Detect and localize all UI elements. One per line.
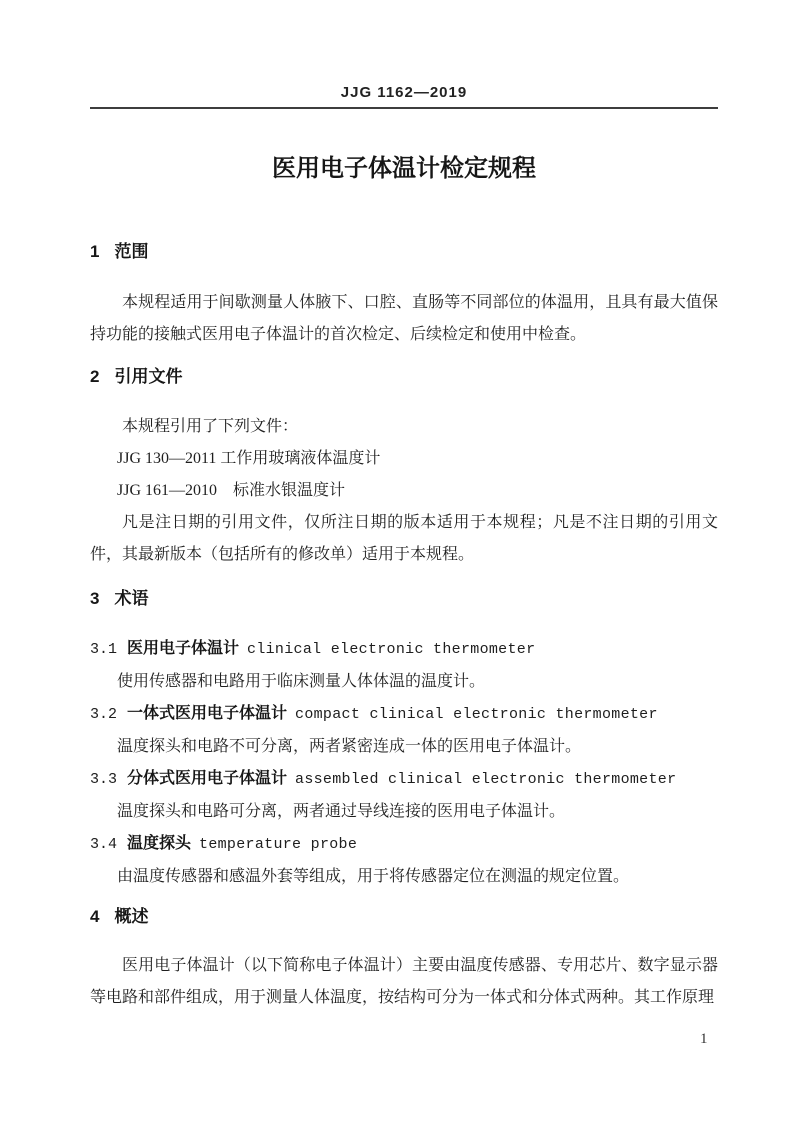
reference-line-2: JJG 161—2010 标准水银温度计	[117, 482, 346, 499]
references-note: 凡是注日期的引用文件，仅所注日期的版本适用于本规程；凡是不注日期的引用文件，其最新版本（包括所有的修改单）适用于本规程。	[90, 514, 718, 563]
section-1-heading	[90, 241, 718, 263]
references-intro: 本规程引用了下列文件：	[122, 418, 299, 435]
term-3-3-definition: 温度探头和电路可分离，两者通过导线连接的医用电子体温计。	[117, 803, 566, 820]
section-2-body	[90, 411, 718, 571]
term-3-1-definition: 使用传感器和电路用于临床测量人体体温的温度计。	[117, 673, 486, 690]
term-3-3-en: assembled clinical electronic thermometer	[295, 771, 677, 788]
section-3-number: 3	[90, 589, 100, 608]
section-1-title: 范围	[114, 242, 149, 261]
section-3-title: 术语	[114, 589, 149, 608]
section-3-heading	[90, 588, 718, 610]
section-2-number: 2	[90, 367, 100, 386]
term-3-4-number: 3.4	[90, 836, 118, 853]
term-3-4	[90, 828, 718, 861]
reference-line-1: JJG 130—2011 工作用玻璃液体温度计	[117, 450, 381, 467]
term-3-3	[90, 763, 718, 796]
section-4-title: 概述	[114, 907, 149, 926]
section-1-paragraph: 本规程适用于间歇测量人体腋下、口腔、直肠等不同部位的体温用，且具有最大值保持功能的接触式医用电子体温计的首次检定、后续检定和使用中检查。	[90, 294, 718, 343]
section-4-number: 4	[90, 907, 100, 926]
section-2-title: 引用文件	[114, 367, 183, 386]
term-3-1	[90, 633, 718, 666]
term-3-2-definition: 温度探头和电路不可分离，两者紧密连成一体的医用电子体温计。	[117, 738, 582, 755]
term-3-2-en: compact clinical electronic thermometer	[295, 706, 658, 723]
doc-code: JJG 1162—2019	[340, 84, 468, 101]
term-3-1-zh: 医用电子体温计	[127, 640, 240, 657]
term-3-1-en: clinical electronic thermometer	[247, 641, 536, 658]
page-number: 1	[700, 1031, 708, 1047]
term-3-2	[90, 698, 718, 731]
running-header	[90, 85, 718, 109]
term-3-3-number: 3.3	[90, 771, 118, 788]
term-3-4-zh: 温度探头	[127, 835, 192, 852]
section-4-paragraph: 医用电子体温计（以下简称电子体温计）主要由温度传感器、专用芯片、数字显示器等电路和部件组成，用于测量人体温度，按结构可分为一体式和分体式两种。其工作原理	[90, 957, 718, 1006]
page-title: 医用电子体温计检定规程	[272, 155, 536, 182]
term-3-3-zh: 分体式医用电子体温计	[127, 770, 288, 787]
term-3-1-number: 3.1	[90, 641, 118, 658]
term-3-2-number: 3.2	[90, 706, 118, 723]
term-3-2-zh: 一体式医用电子体温计	[127, 705, 288, 722]
section-2-heading	[90, 366, 718, 388]
terms-list	[90, 633, 718, 893]
section-1-number: 1	[90, 242, 100, 261]
term-3-4-en: temperature probe	[199, 836, 358, 853]
term-3-4-definition: 由温度传感器和感温外套等组成，用于将传感器定位在测温的规定位置。	[117, 868, 630, 885]
section-4-heading	[90, 906, 718, 928]
